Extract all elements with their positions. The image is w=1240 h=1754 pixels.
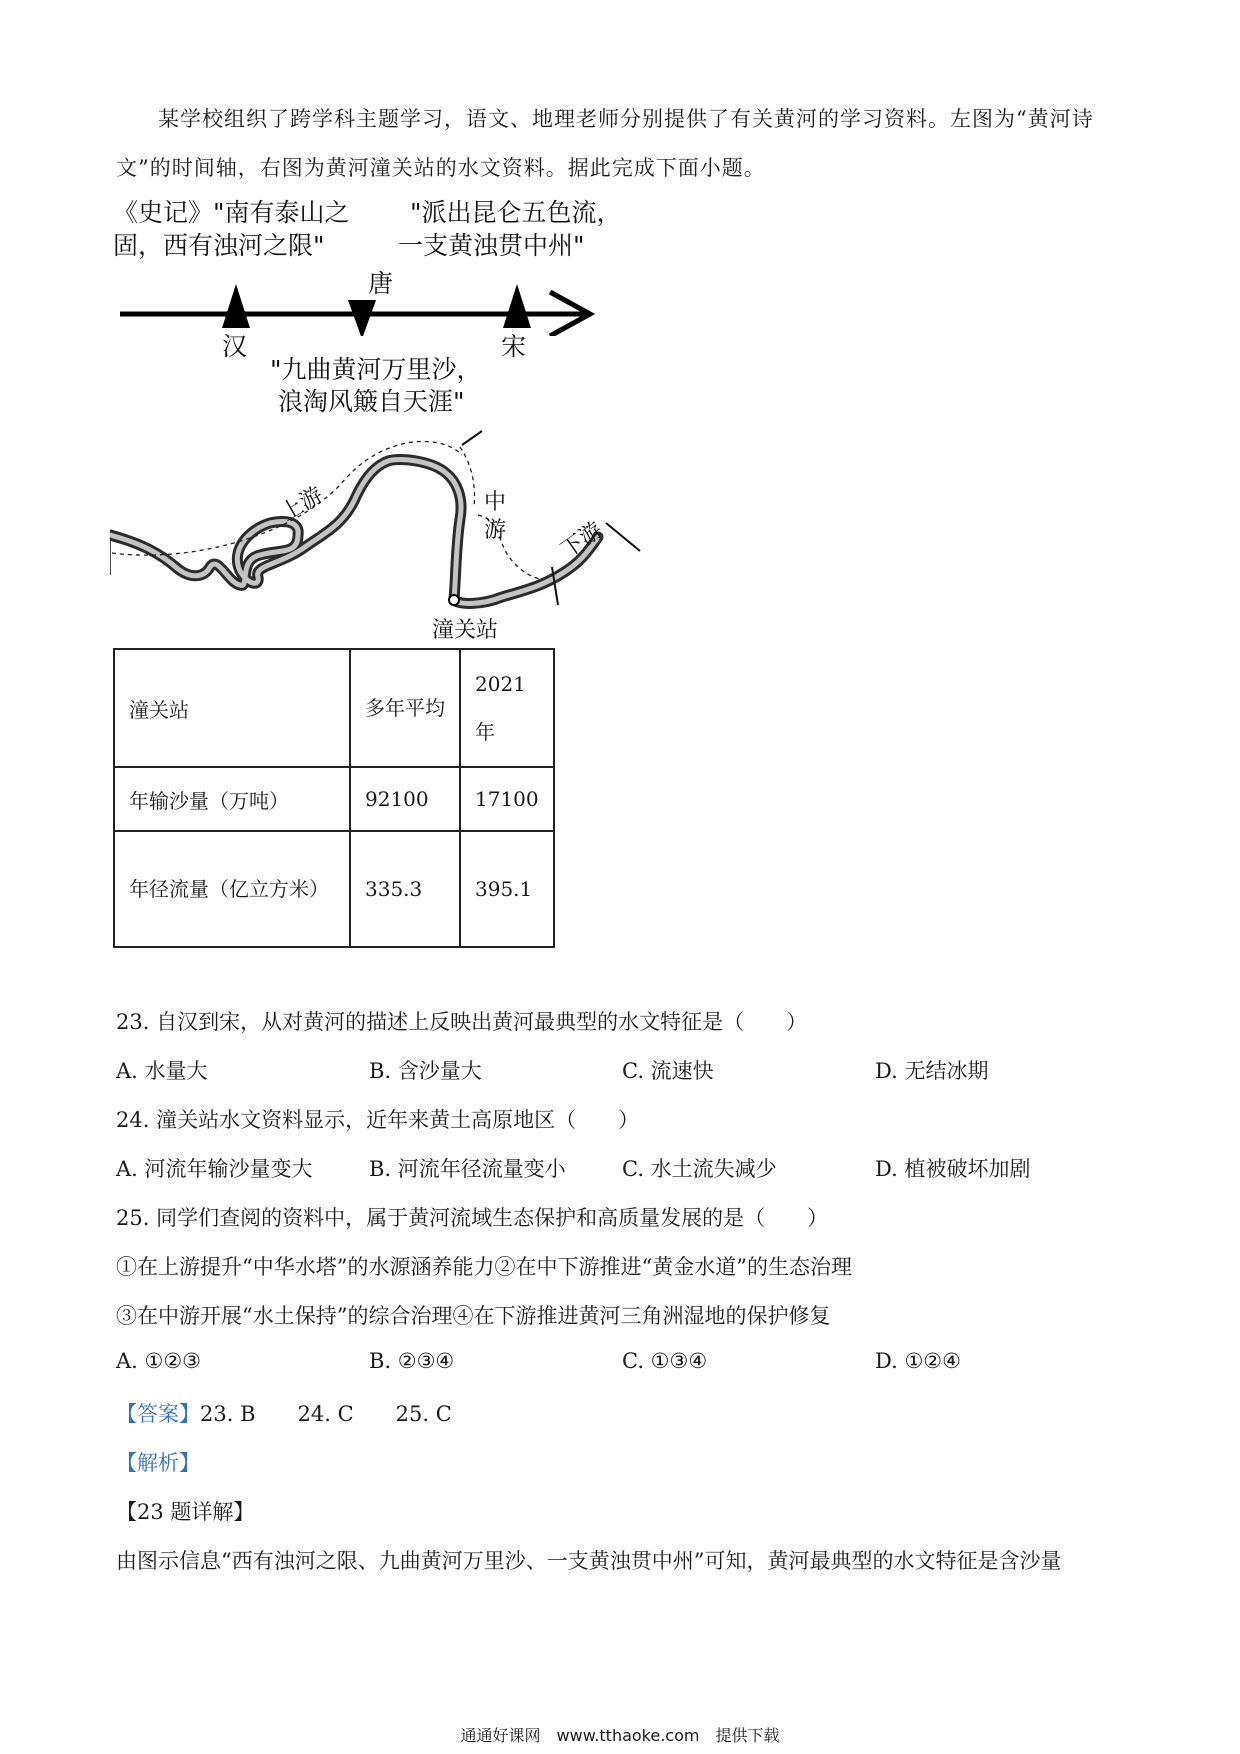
q25-option-c: C. ①③④	[622, 1349, 708, 1373]
q23-option-c: C. 流速快	[622, 1059, 714, 1083]
question-24-stem: 24. 潼关站水文资料显示，近年来黄土高原地区（ ）	[116, 1108, 640, 1132]
upper-reach-label: 上游	[276, 482, 328, 527]
table-cell: 395.1	[460, 831, 554, 947]
basin-dashed-outline	[112, 442, 540, 580]
q24-option-d: D. 植被破坏加剧	[875, 1157, 1031, 1181]
timeline-axis	[110, 276, 610, 336]
question-25-stem: 25. 同学们查阅的资料中，属于黄河流域生态保护和高质量发展的是（ ）	[116, 1206, 829, 1230]
table-header-cell: 2021年	[460, 649, 554, 767]
table-cell: 92100	[350, 767, 460, 831]
q24-option-b: B. 河流年径流量变小	[369, 1157, 566, 1181]
q25-statement-line1: ①在上游提升“中华水塔”的水源涵养能力②在中下游推进“黄金水道”的生态治理	[116, 1255, 852, 1279]
song-marker	[503, 284, 531, 328]
answer-line	[116, 1398, 452, 1428]
han-quote-line1: 《史记》"南有泰山之	[113, 198, 350, 227]
table-cell: 335.3	[350, 831, 460, 947]
q25-statement-line2: ③在中游开展“水土保持”的综合治理④在下游推进黄河三角洲湿地的保护修复	[116, 1304, 831, 1328]
intro-paragraph: 某学校组织了跨学科主题学习，语文、地理老师分别提供了有关黄河的学习资料。左图为“黄河诗文”的时间轴，右图为黄河潼关站的水文资料。据此完成下面小题。	[116, 107, 1094, 180]
han-label: 汉	[222, 332, 248, 361]
tang-marker	[348, 300, 376, 336]
river-path	[110, 460, 598, 604]
hydrology-table	[113, 648, 555, 948]
answer-label: 【答案】	[116, 1402, 200, 1426]
tang-quote-line1: "九曲黄河万里沙，	[270, 355, 482, 384]
han-quote-line2: 固，西有浊河之限"	[113, 231, 325, 260]
table-row	[114, 767, 554, 831]
song-quote-line1: "派出昆仑五色流，	[410, 198, 622, 227]
song-label: 宋	[501, 332, 527, 361]
table-header-row	[114, 649, 554, 767]
station-label: 潼关站	[432, 618, 499, 643]
detail-text: 由图示信息“西有浊河之限、九曲黄河万里沙、一支黄浊贯中州”可知，黄河最典型的水文特征是含沙量	[116, 1549, 1062, 1573]
song-quote-line2: 一支黄浊贯中州"	[398, 231, 585, 260]
lower-reach-label: 下游	[556, 517, 608, 564]
tang-quote-line2: 浪淘风簸自天涯"	[278, 387, 465, 416]
q23-option-a: A. 水量大	[116, 1059, 208, 1083]
table-cell: 17100	[460, 767, 554, 831]
detail-title: 【23 题详解】	[116, 1500, 255, 1524]
q25-option-a: A. ①②③	[116, 1349, 201, 1373]
tongguan-station-marker	[449, 595, 459, 605]
table-cell: 年径流量（亿立方米）	[114, 831, 350, 947]
q25-option-b: B. ②③④	[369, 1349, 455, 1373]
page-footer: 通通好课网 www.tthaoke.com 提供下载	[460, 1726, 780, 1745]
q24-option-a: A. 河流年输沙量变大	[116, 1157, 313, 1181]
table-header-cell: 潼关站	[114, 649, 350, 767]
han-marker	[222, 284, 250, 328]
q24-option-c: C. 水土流失减少	[622, 1157, 777, 1181]
analysis-label: 【解析】	[116, 1451, 200, 1475]
answer-text: 23. B 24. C 25. C	[200, 1402, 452, 1426]
middle-reach-label-2: 游	[484, 518, 507, 543]
tang-label: 唐	[368, 269, 394, 298]
middle-reach-label-1: 中	[484, 490, 507, 515]
table-cell: 年输沙量（万吨）	[114, 767, 350, 831]
q23-option-b: B. 含沙量大	[369, 1059, 482, 1083]
table-header-cell: 多年平均	[350, 649, 460, 767]
q23-option-d: D. 无结冰期	[875, 1059, 989, 1083]
table-row	[114, 831, 554, 947]
q25-option-d: D. ①②④	[875, 1349, 961, 1373]
question-23-stem: 23. 自汉到宋，从对黄河的描述上反映出黄河最典型的水文特征是（ ）	[116, 1010, 808, 1034]
